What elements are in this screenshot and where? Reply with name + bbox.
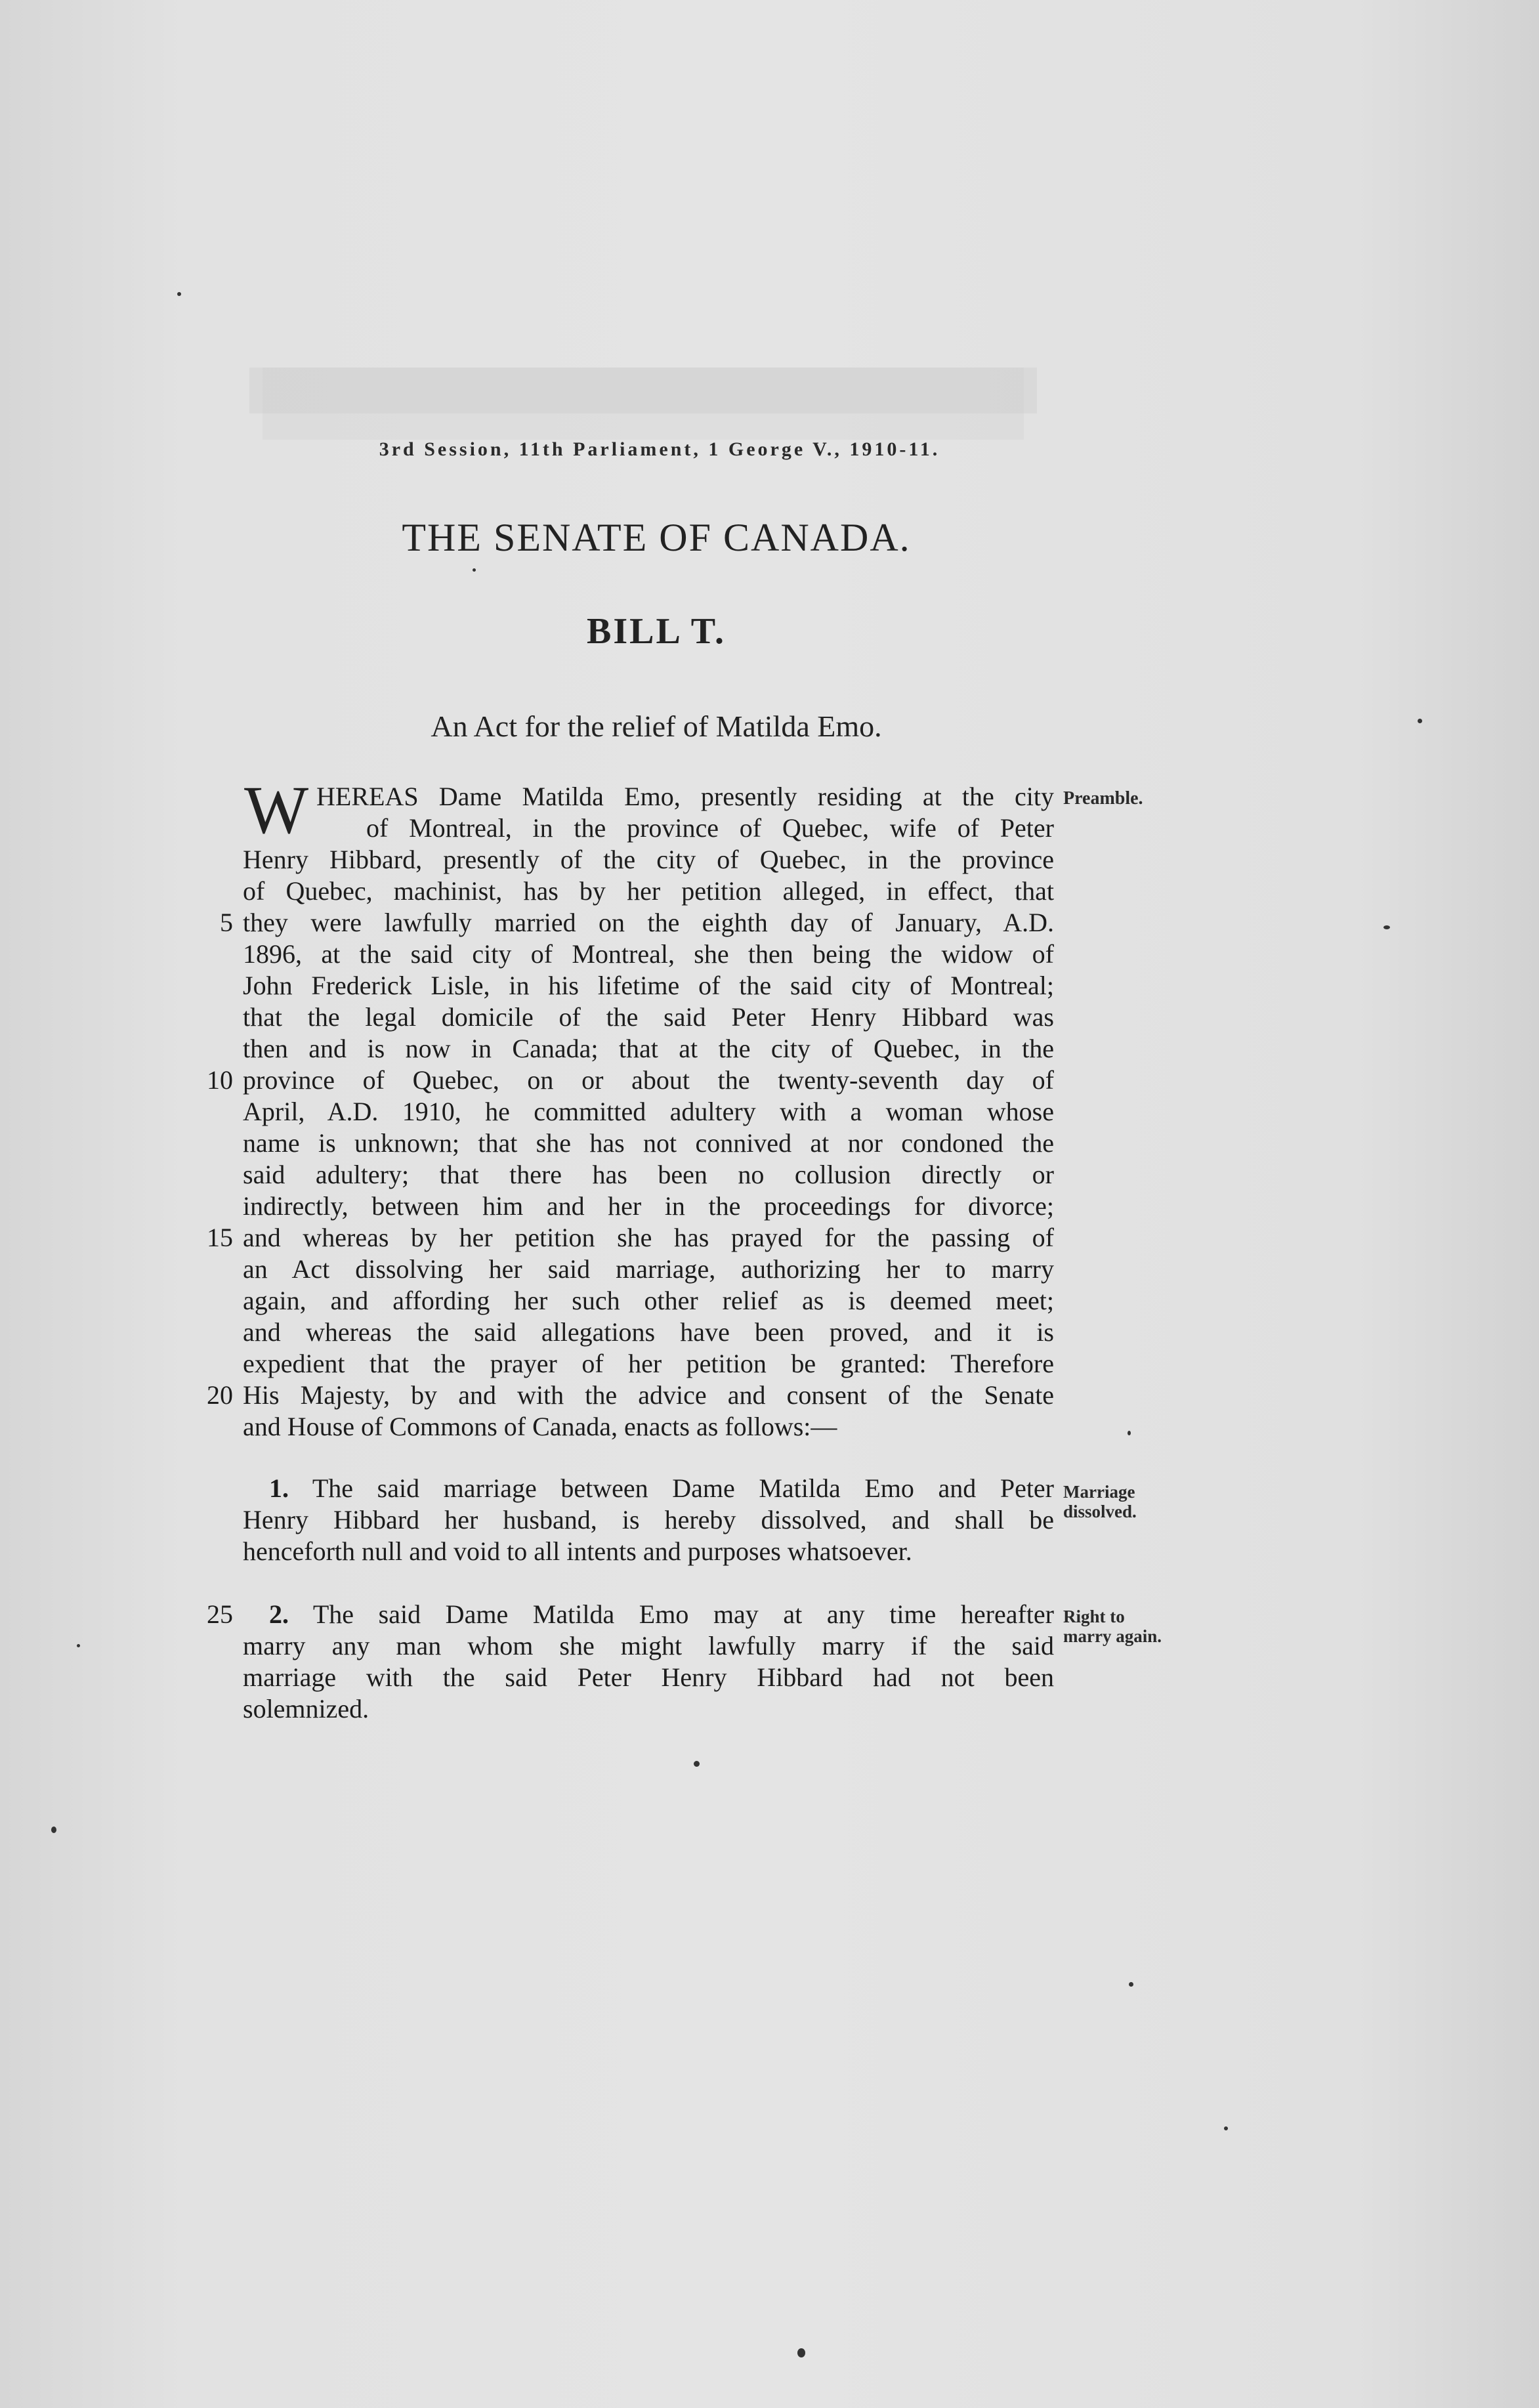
margin-note-marry-again: marry again. xyxy=(1063,1626,1162,1646)
show-through-shadow xyxy=(249,368,1037,413)
bill-title: BILL T. xyxy=(587,611,726,652)
section-1-line: Henry Hibbard her husband, is hereby dissolved, and shall be xyxy=(243,1505,1054,1534)
line-number: 10 xyxy=(207,1065,233,1095)
section-2-line: marriage with the said Peter Henry Hibbard had not been xyxy=(243,1662,1054,1692)
section-2-line: marry any man whom she might lawfully marry if the said xyxy=(243,1631,1054,1660)
margin-note-marriage: Marriage xyxy=(1063,1482,1135,1502)
drop-cap: W xyxy=(244,772,309,848)
dust-speck xyxy=(1224,2126,1228,2130)
session-header: 3rd Session, 11th Parliament, 1 George V., 1910-11. xyxy=(379,438,940,460)
dust-speck xyxy=(1383,925,1390,929)
preamble-line: HEREAS Dame Matilda Emo, presently residing at the city xyxy=(316,782,1054,811)
preamble-line: of Quebec, machinist, has by her petition alleged, in effect, that xyxy=(243,876,1054,906)
preamble-line: expedient that the prayer of her petition be granted: Therefore xyxy=(243,1349,1054,1378)
line-number: 15 xyxy=(207,1223,233,1252)
preamble-line: John Frederick Lisle, in his lifetime of the said city of Montreal; xyxy=(243,971,1054,1000)
preamble-line: name is unknown; that she has not connived at nor condoned the xyxy=(243,1128,1054,1158)
preamble-line: province of Quebec, on or about the twenty-seventh day of xyxy=(243,1065,1054,1095)
dust-speck xyxy=(1129,1982,1133,1987)
preamble-line: they were lawfully married on the eighth day of January, A.D. xyxy=(243,908,1054,937)
preamble-line: Henry Hibbard, presently of the city of Quebec, in the province xyxy=(243,845,1054,874)
dust-speck xyxy=(177,292,181,296)
senate-title: THE SENATE OF CANADA. xyxy=(402,516,911,559)
margin-note-dissolved: dissolved. xyxy=(1063,1502,1137,1521)
preamble-line: April, A.D. 1910, he committed adultery with a woman whose xyxy=(243,1097,1054,1126)
preamble-line: said adultery; that there has been no collusion directly or xyxy=(243,1160,1054,1189)
dust-speck xyxy=(77,1644,80,1647)
margin-note-preamble: Preamble. xyxy=(1063,788,1143,809)
act-title: An Act for the relief of Matilda Emo. xyxy=(431,709,882,743)
dust-speck xyxy=(694,1761,700,1767)
dust-speck xyxy=(51,1827,56,1833)
section-1-line: henceforth null and void to all intents and purposes whatsoever. xyxy=(243,1536,912,1566)
preamble-line: and whereas the said allegations have been proved, and it is xyxy=(243,1317,1054,1347)
section-2-number: 2. xyxy=(269,1599,289,1629)
line-number: 20 xyxy=(207,1380,233,1410)
preamble-line: again, and affording her such other relief as is deemed meet; xyxy=(243,1286,1054,1315)
line-number: 25 xyxy=(207,1599,233,1629)
dust-speck xyxy=(1128,1431,1131,1435)
preamble-line: 1896, at the said city of Montreal, she then being the widow of xyxy=(243,939,1054,969)
section-1-number: 1. xyxy=(269,1473,289,1503)
dust-speck xyxy=(473,568,476,572)
preamble-line: then and is now in Canada; that at the city of Quebec, in the xyxy=(243,1034,1054,1063)
section-2-line: 2. The said Dame Matilda Emo may at any time hereafter xyxy=(269,1599,1054,1629)
line-number: 5 xyxy=(220,908,233,937)
preamble-line: that the legal domicile of the said Peter Henry Hibbard was xyxy=(243,1002,1054,1032)
preamble-line: and whereas by her petition she has prayed for the passing of xyxy=(243,1223,1054,1252)
dust-speck xyxy=(1418,719,1422,723)
preamble-line: of Montreal, in the province of Quebec, wife of Peter xyxy=(366,813,1054,843)
dust-speck xyxy=(797,2348,805,2357)
show-through-shadow xyxy=(263,368,1024,440)
preamble-line: indirectly, between him and her in the proceedings for divorce; xyxy=(243,1191,1054,1221)
preamble-line: and House of Commons of Canada, enacts as follows:— xyxy=(243,1412,837,1441)
preamble-line: an Act dissolving her said marriage, authorizing her to marry xyxy=(243,1254,1054,1284)
section-2-line: solemnized. xyxy=(243,1694,369,1723)
preamble-line: His Majesty, by and with the advice and consent of the Senate xyxy=(243,1380,1054,1410)
section-1-line: 1. The said marriage between Dame Matilda Emo and Peter xyxy=(269,1473,1055,1503)
margin-note-right-to: Right to xyxy=(1063,1607,1125,1626)
